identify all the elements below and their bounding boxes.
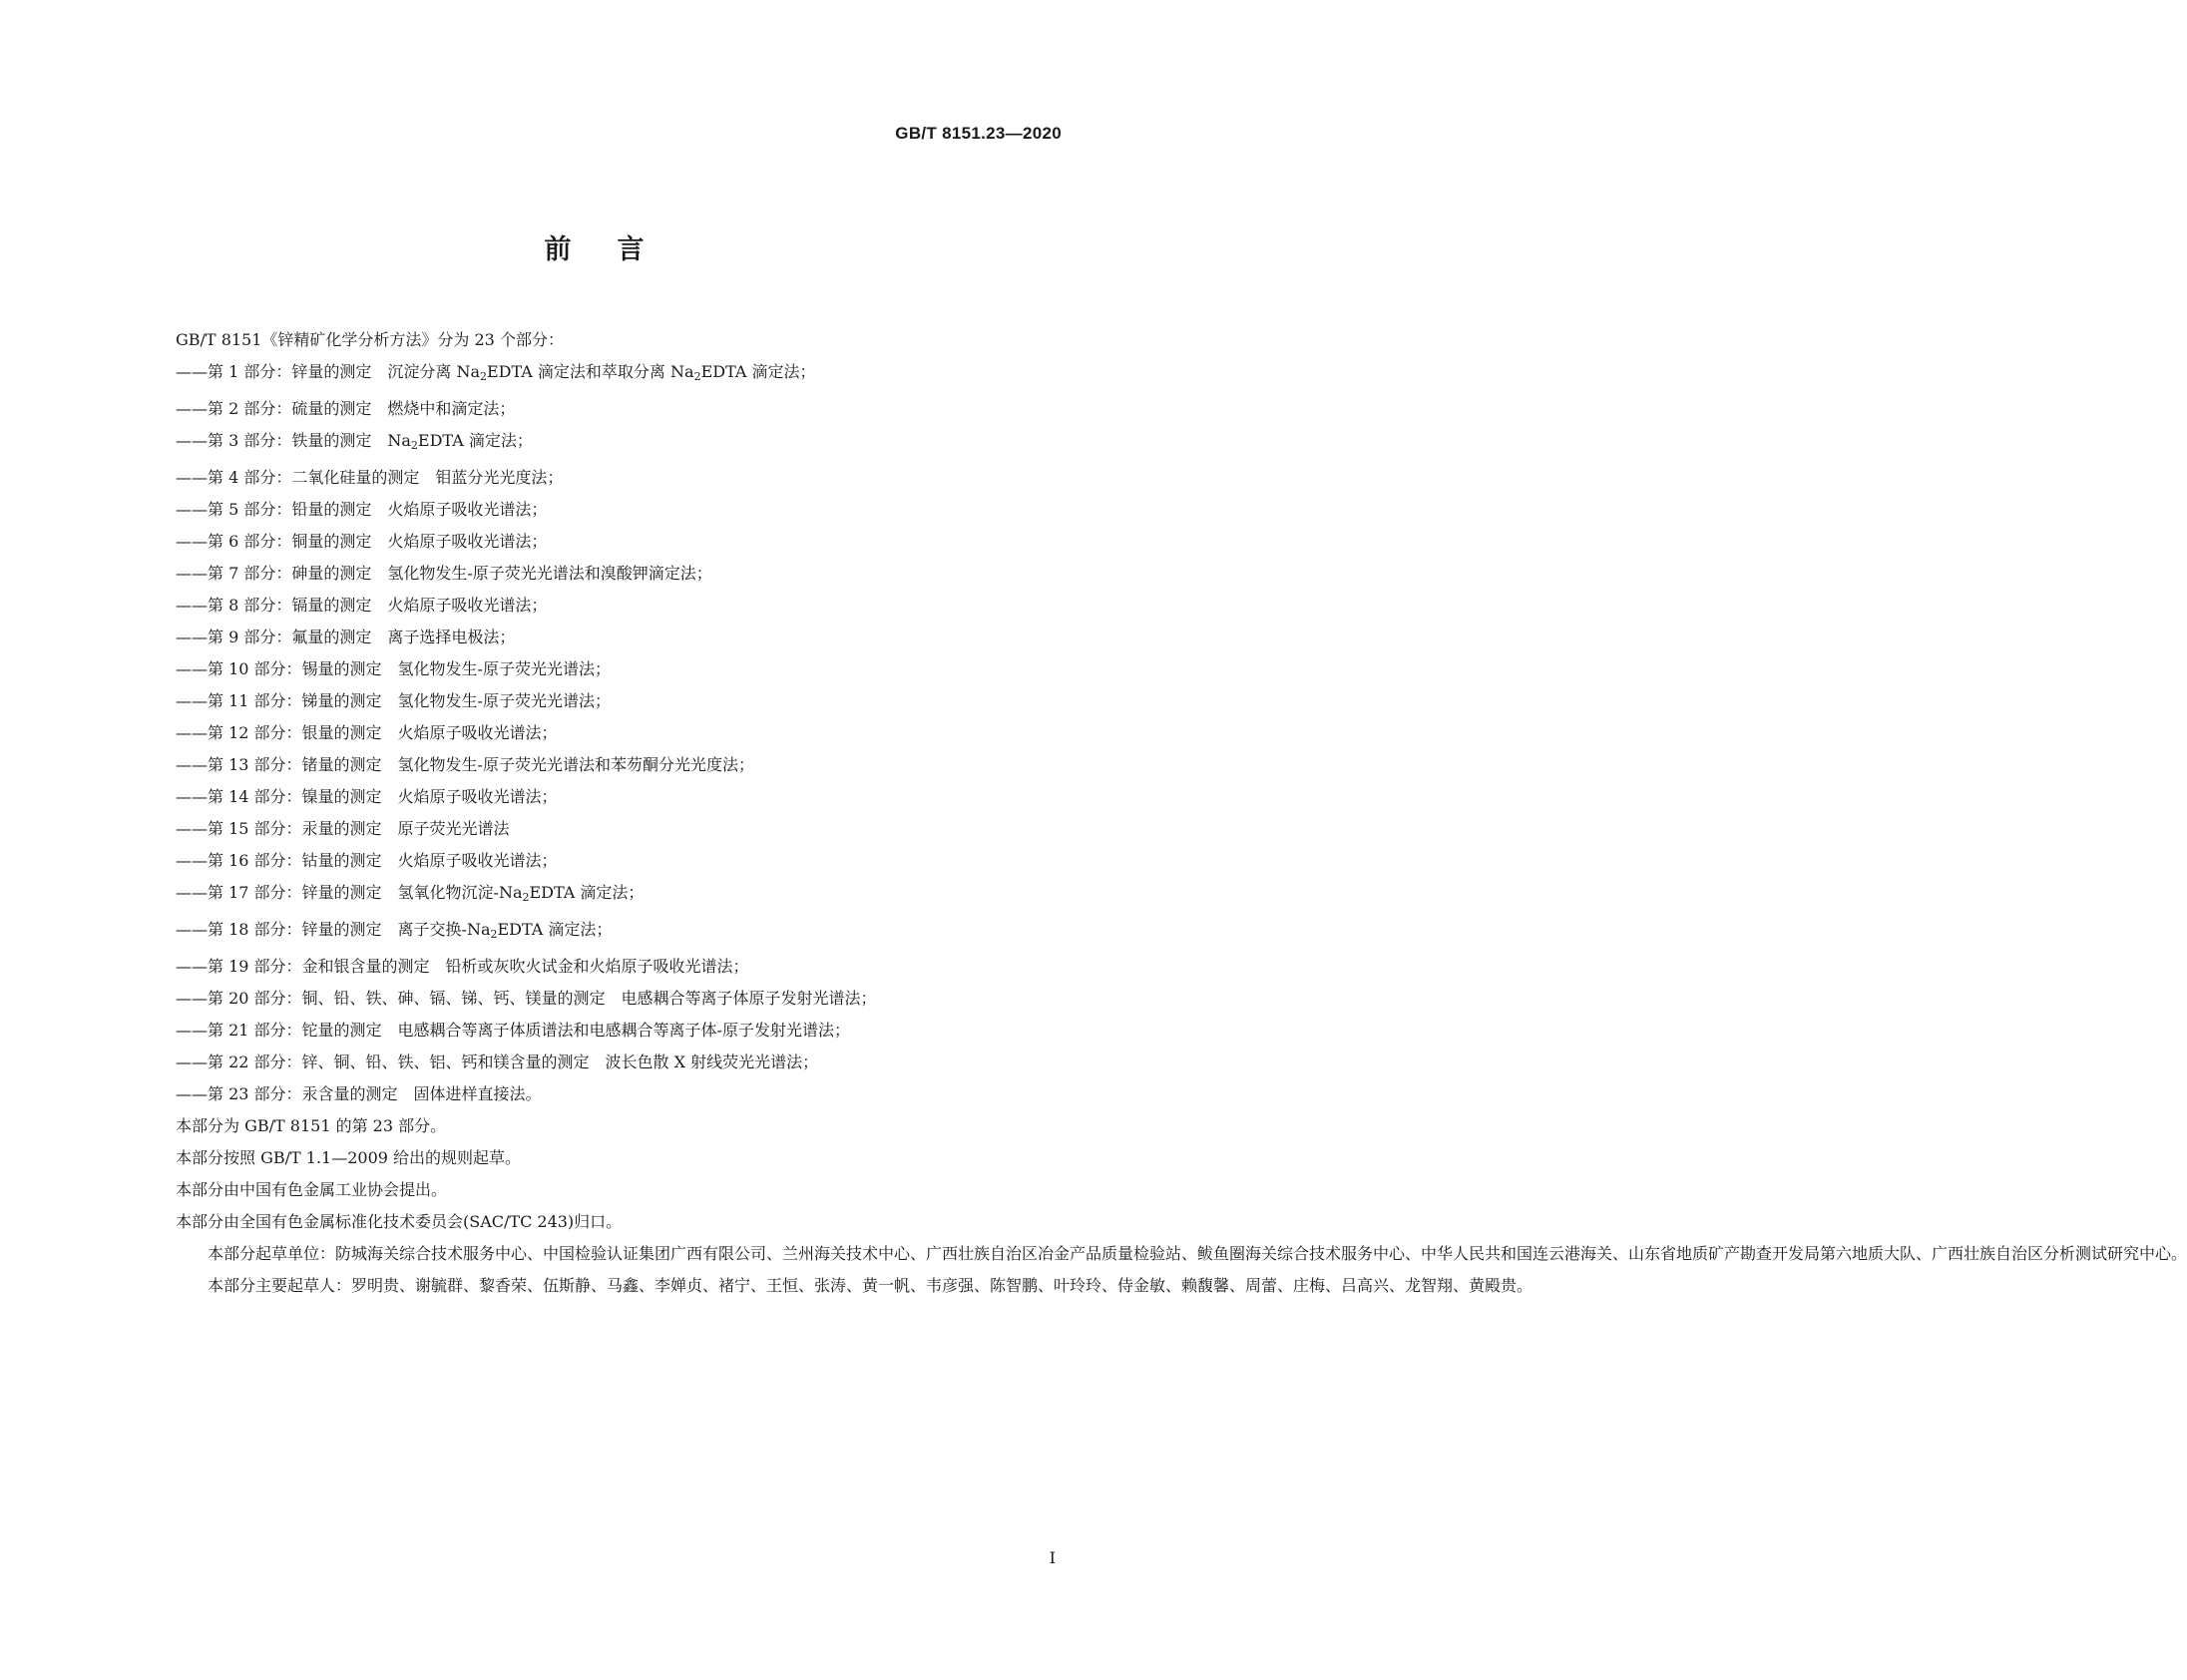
subscript: 2 xyxy=(693,370,701,383)
part-item: ——第 15 部分：汞量的测定 原子荧光光谱法 xyxy=(176,819,510,838)
part-item: ——第 14 部分：镍量的测定 火焰原子吸收光谱法； xyxy=(176,787,558,806)
part-item xyxy=(176,877,1062,914)
statement-part-of: 本部分为 GB/T 8151 的第 23 部分。 xyxy=(176,1116,447,1135)
part-text-segment: ——第 18 部分：锌量的测定 离子交换-Na xyxy=(176,920,491,939)
part-item: ——第 4 部分：二氧化硅量的测定 钼蓝分光光度法； xyxy=(176,468,564,487)
statement-drafting-units: 本部分起草单位：防城海关综合技术服务中心、中国检验认证集团广西有限公司、兰州海关技术中心、广西壮族自治区冶金产品质量检验站、鲅鱼圈海关综合技术服务中心、中华人民共和国连云港海关、山东省地质矿产勘查开发局第六地质大队、广西壮族自治区分析测试研究中心。 xyxy=(208,1244,2187,1263)
part-item: ——第 16 部分：钴量的测定 火焰原子吸收光谱法； xyxy=(176,851,558,870)
part-text-segment: EDTA 滴定法； xyxy=(529,883,645,902)
part-item: ——第 19 部分：金和银含量的测定 铅析或灰吹火试金和火焰原子吸收光谱法； xyxy=(176,957,749,976)
part-item: ——第 20 部分：铜、铅、铁、砷、镉、锑、钙、镁量的测定 电感耦合等离子体原子发射光谱法； xyxy=(176,989,877,1008)
subscript: 2 xyxy=(410,439,418,452)
part-item xyxy=(176,356,1062,393)
part-item: ——第 13 部分：锗量的测定 氢化物发生-原子荧光光谱法和苯芴酮分光光度法； xyxy=(176,755,754,774)
part-item: ——第 2 部分：硫量的测定 燃烧中和滴定法； xyxy=(176,399,516,418)
statement-drafting-rules: 本部分按照 GB/T 1.1—2009 给出的规则起草。 xyxy=(176,1148,522,1167)
part-text-segment: EDTA 滴定法； xyxy=(417,431,533,450)
statement-centralized-by: 本部分由全国有色金属标准化技术委员会(SAC/TC 243)归口。 xyxy=(176,1212,623,1231)
part-item: ——第 21 部分：铊量的测定 电感耦合等离子体质谱法和电感耦合等离子体-原子发射光谱法； xyxy=(176,1021,850,1040)
part-item: ——第 23 部分：汞含量的测定 固体进样直接法。 xyxy=(176,1084,542,1103)
part-item: ——第 10 部分：锡量的测定 氢化物发生-原子荧光光谱法； xyxy=(176,659,611,678)
statement-proposed-by: 本部分由中国有色金属工业协会提出。 xyxy=(176,1180,448,1199)
standard-code: GB/T 8151.23—2020 xyxy=(895,124,1062,143)
part-text-segment: ——第 3 部分：铁量的测定 Na xyxy=(176,431,411,450)
part-text-segment: ——第 17 部分：锌量的测定 氢氧化物沉淀-Na xyxy=(176,883,523,902)
page-title: 前言 xyxy=(544,234,690,265)
part-item: ——第 11 部分：锑量的测定 氢化物发生-原子荧光光谱法； xyxy=(176,691,611,710)
parts-list xyxy=(176,356,1062,1110)
statement-main-drafters: 本部分主要起草人：罗明贵、谢毓群、黎香荣、伍斯静、马鑫、李婵贞、褚宁、王恒、张涛、黄一帆、韦彦强、陈智鹏、叶玲玲、侍金敏、赖馥馨、周蕾、庄梅、吕高兴、龙智翔、黄殿贵。 xyxy=(208,1276,1533,1295)
subscript: 2 xyxy=(479,370,487,383)
intro-line: GB/T 8151《锌精矿化学分析方法》分为 23 个部分： xyxy=(176,330,564,349)
part-text-segment: EDTA 滴定法和萃取分离 Na xyxy=(486,362,694,381)
part-item: ——第 5 部分：铅量的测定 火焰原子吸收光谱法； xyxy=(176,500,548,519)
part-item: ——第 22 部分：锌、铜、铅、铁、铝、钙和镁含量的测定 波长色散 X 射线荧光光谱法； xyxy=(176,1052,819,1071)
part-item xyxy=(176,425,1062,462)
page-number: I xyxy=(1049,1548,1056,1567)
part-item: ——第 6 部分：铜量的测定 火焰原子吸收光谱法； xyxy=(176,532,548,551)
part-item: ——第 7 部分：砷量的测定 氢化物发生-原子荧光光谱法和溴酸钾滴定法； xyxy=(176,564,712,583)
part-item: ——第 9 部分：氟量的测定 离子选择电极法； xyxy=(176,628,516,646)
subscript: 2 xyxy=(522,891,530,904)
part-text-segment: EDTA 滴定法； xyxy=(700,362,816,381)
part-text-segment: ——第 1 部分：锌量的测定 沉淀分离 Na xyxy=(176,362,480,381)
part-text-segment: EDTA 滴定法； xyxy=(497,920,613,939)
part-item: ——第 12 部分：银量的测定 火焰原子吸收光谱法； xyxy=(176,723,558,742)
part-item: ——第 8 部分：镉量的测定 火焰原子吸收光谱法； xyxy=(176,596,548,615)
part-item xyxy=(176,914,1062,951)
document-body xyxy=(176,324,2187,1302)
subscript: 2 xyxy=(490,928,498,941)
